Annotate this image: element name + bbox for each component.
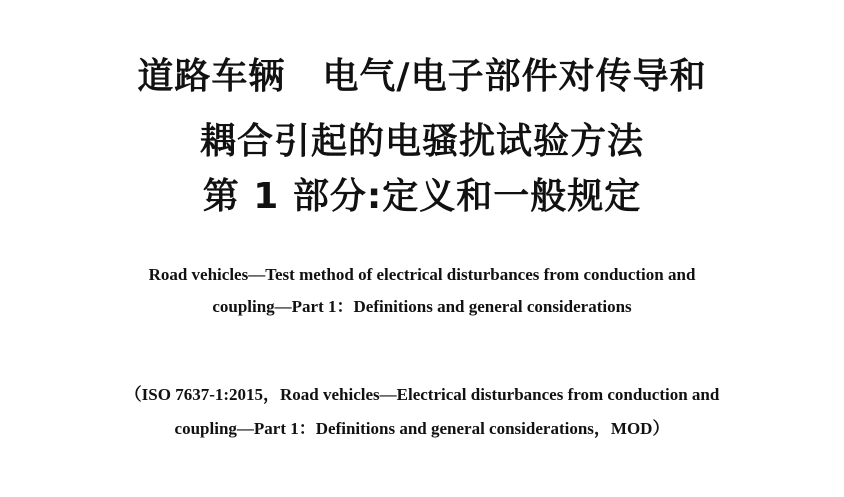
iso-reference-line-2: coupling—Part 1：Definitions and general considerations，MOD） (174, 419, 670, 438)
chinese-title-line-3: 第 1 部分:定义和一般规定 (202, 176, 642, 217)
iso-reference-line-1: （ISO 7637-1:2015，Road vehicles—Electrical disturbances from conduction and (124, 385, 720, 404)
chinese-title-line-1: 道路车辆 电气/电子部件对传导和 (137, 56, 707, 97)
english-title-line-1: Road vehicles—Test method of electrical disturbances from conduction and (148, 265, 696, 284)
chinese-title-line-2: 耦合引起的电骚扰试验方法 (199, 121, 644, 162)
english-title-line-2: coupling—Part 1：Definitions and general considerations (212, 297, 632, 316)
